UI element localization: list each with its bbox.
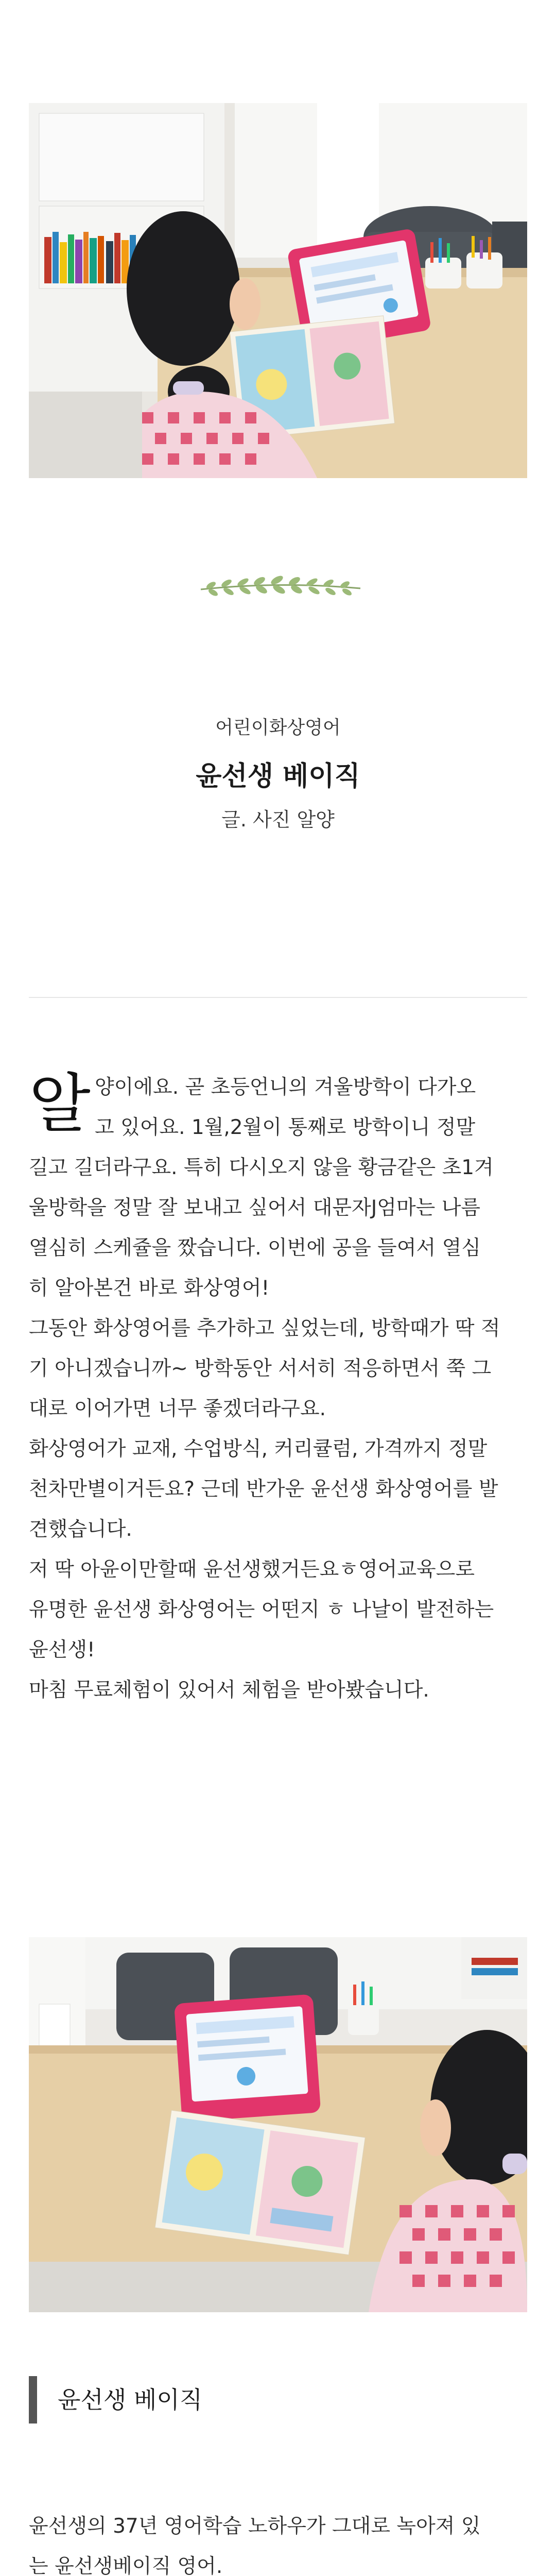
intro-line: 마침 무료체험이 있어서 체험을 받아봤습니다. xyxy=(29,1679,429,1702)
intro-line: 그동안 화상영어를 추가하고 싶었는데, 방학때가 딱 적 xyxy=(29,1317,500,1340)
tablet-lesson-photo xyxy=(29,1937,527,2312)
intro-line: 화상영어가 교재, 수업방식, 커리큘럼, 가격까지 정말 xyxy=(29,1437,488,1461)
intro-line: 기 아니겠습니까~ 방학동안 서서히 적응하면서 쭉 그 xyxy=(29,1357,492,1380)
intro-paragraph xyxy=(29,1067,527,1710)
intro-line: 윤선생! xyxy=(29,1638,95,1662)
intro-line: 유명한 윤선생 화상영어는 어떤지 ㅎ 나날이 발전하는 xyxy=(29,1598,494,1621)
article-byline: 글. 사진 알양 xyxy=(221,808,335,831)
hero-photo xyxy=(29,103,527,478)
intro-line: 천차만별이거든요? 근데 반가운 윤선생 화상영어를 발 xyxy=(29,1478,498,1501)
article-kicker: 어린이화상영어 xyxy=(215,717,341,738)
section-line: 윤선생의 37년 영어학습 노하우가 그대로 녹아져 있 xyxy=(29,2515,481,2538)
intro-line: 양이에요. 곧 초등언니의 겨울방학이 다가오 xyxy=(95,1076,476,1099)
page-title: 윤선생 베이직 xyxy=(196,761,360,792)
intro-line: 견했습니다. xyxy=(29,1518,132,1541)
intro-line: 길고 길더라구요. 특히 다시오지 않을 황금같은 초1겨 xyxy=(29,1156,494,1179)
intro-line: 열심히 스케쥴을 짰습니다. 이번에 공을 들여서 열심 xyxy=(29,1236,481,1260)
intro-line: 저 딱 아윤이만할때 윤선생했거든요ㅎ영어교육으로 xyxy=(29,1558,475,1581)
section-heading: 윤선생 베이직 xyxy=(29,2376,202,2424)
section-divider xyxy=(29,997,527,998)
intro-line: 히 알아본건 바로 화상영어! xyxy=(29,1277,270,1300)
section-line: 는 윤선생베이직 영어. xyxy=(29,2555,223,2576)
dropcap-letter: 알 xyxy=(29,1067,91,1141)
section-paragraph xyxy=(29,2506,527,2576)
leaf-ornament-icon xyxy=(196,571,366,602)
intro-line: 울방학을 정말 잘 보내고 싶어서 대문자J엄마는 나름 xyxy=(29,1196,481,1219)
intro-line: 대로 이어가면 너무 좋겠더라구요. xyxy=(29,1397,326,1420)
intro-line: 고 있어요. 1월,2월이 통째로 방학이니 정말 xyxy=(95,1116,476,1139)
